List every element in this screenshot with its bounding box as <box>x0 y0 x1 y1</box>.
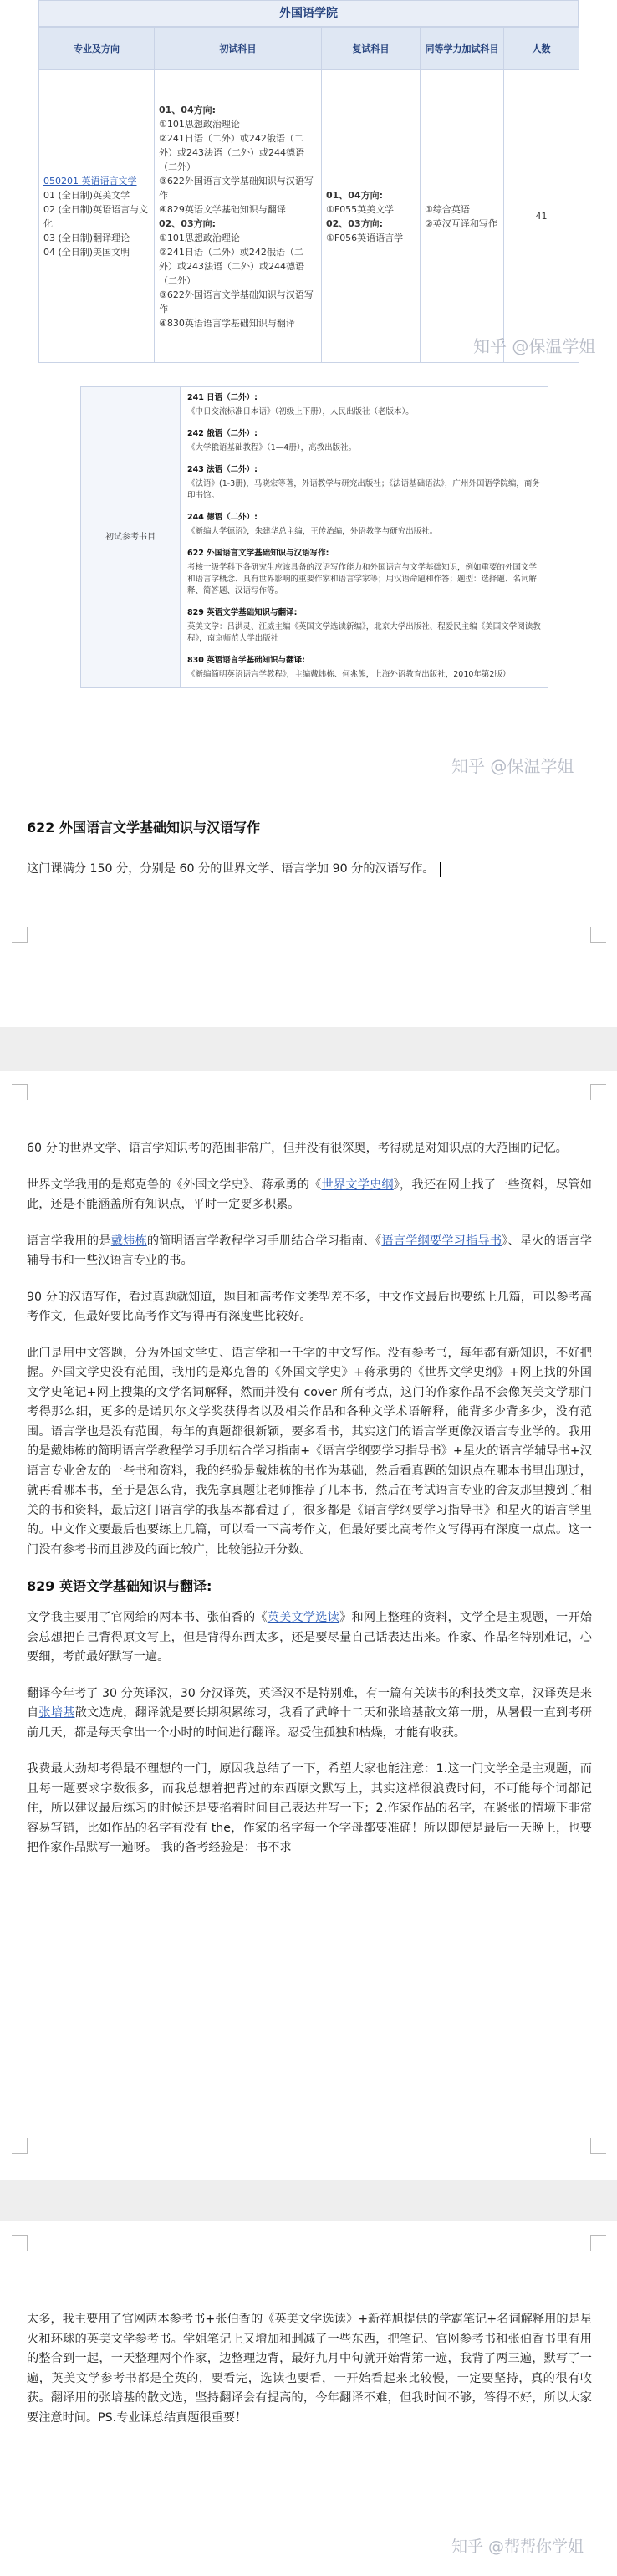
reference-grid <box>80 386 548 688</box>
paragraph: 文学我主要用了官网给的两本书、张伯香的《英美文学选读》和网上整理的资料，文学全是主观题，一开始会总想把自己背得原文写上，但是背得东西太多，还是要尽量自己话表达出来。作家、作品名特别难记，心要细，考前最好默写一遍。 <box>27 1611 592 1664</box>
header-retest-subjects: 复试科目 <box>322 28 421 70</box>
reference-text: 《新编简明英语语言学教程》，主编戴炜栋、何兆熊，上海外语教育出版社，2010年第2版） <box>187 670 511 679</box>
retest-subject-line: ①F056英语语言学 <box>326 232 404 243</box>
header-count: 人数 <box>504 28 579 70</box>
page-gap <box>0 2180 617 2221</box>
page-corner-mark <box>590 2138 606 2154</box>
page-corner-mark <box>590 927 606 943</box>
table-title: 外国语学院 <box>38 0 579 27</box>
count-cell: 41 <box>504 70 579 363</box>
paragraph: 太多，我主要用了官网两本参考书+张伯香的《英美文学选读》+新祥旭提供的学霸笔记+名词解释用的是星火和环球的英美文学参考书。学姐笔记上又增加和删减了一些东西，把笔记、官网参考书和张伯香书里有用的整合到一起，一天整理两个作家，边整理边背，最好九月中旬就开始背第一遍，我背了两三遍，默写了一遍，英美文学参考书都是全英的，要看完，选读也要看，一开始看起来比较慢，一定要坚持，真的很有收获。翻译用的张培基的散文选，坚持翻译会有提高的，今年翻译不难，但我时间不够，答得不好，所以大家要注意时间。PS.专业课总结真题很重要！ <box>27 2313 592 2425</box>
page-corner-mark <box>590 2235 606 2251</box>
paragraph: 翻译今年考了 30 分英译汉，30 分汉译英，英译汉不是特别难，有一篇有关读书的科技类文章，汉译英是来自张培基散文选虎，翻译就是要长期积累练习，我看了武峰十二天和张培基散文第一册，从暑假一直到考研前几天，都是每天拿出一个小时的时间进行翻译。忍受住孤独和枯燥，才能有收获。 <box>27 1686 592 1740</box>
reference-subject: 830 英语语言学基础知识与翻译: <box>187 656 305 665</box>
exam-subject-line: ①101思想政治理论 <box>159 232 240 243</box>
section-622 <box>27 818 592 897</box>
direction-item: 03 (全日制)翻译理论 <box>43 232 130 243</box>
extra-subject-line: ①综合英语 <box>425 203 470 215</box>
major-code-link[interactable]: 050201 英语语言文学 <box>43 175 137 187</box>
exam-subject-line: ②241日语（二外）或242俄语（二外）或243法语（二外）或244德语（二外） <box>159 132 304 172</box>
reference-text: 考核一级学科下各研究生应该具备的汉语写作能力和外国语言与文学基础知识，例如重要的外国文学和语言学概念、具有世界影响的重要作家和语言学家等；用汉语命题和作答；题型：选择题、名词解释、简答题、汉语写作等。 <box>187 563 538 595</box>
paragraph: 这门课满分 150 分，分别是 60 分的世界文学、语言学加 90 分的汉语写作。 <box>27 860 592 880</box>
reference-body <box>181 387 548 688</box>
watermark: 知乎 @保温学姐 <box>451 756 574 776</box>
text-link[interactable]: 戴炜栋 <box>110 1234 147 1248</box>
extra-subjects-cell <box>421 70 504 363</box>
page-corner-mark <box>590 1084 606 1100</box>
watermark: 知乎 @保温学姐 <box>473 336 596 356</box>
watermark: 知乎 @帮帮你学姐 <box>451 2538 584 2556</box>
section-page-3 <box>27 2310 592 2445</box>
paragraph: 90 分的汉语写作，看过真题就知道，题目和高考作文类型差不多，中文作文最后也要练上几篇，可以参考高考作文，但最好要比高考作文写得再有深度些比较好。 <box>27 1290 592 1323</box>
direction-item: 04 (全日制)美国文明 <box>43 246 130 258</box>
reference-subject: 829 英语文学基础知识与翻译: <box>187 608 298 617</box>
page-gap <box>0 1027 617 1071</box>
reference-block <box>187 392 541 418</box>
table-header-row <box>39 28 579 70</box>
reference-block <box>187 607 541 645</box>
exam-subject-line: ①101思想政治理论 <box>159 118 240 130</box>
reference-block <box>187 512 541 538</box>
exam-subject-line: ②241日语（二外）或242俄语（二外）或243法语（二外）或244德语（二外） <box>159 246 304 286</box>
paragraph: 语言学我用的是戴炜栋的简明语言学教程学习手册结合学习指南、《语言学纲要学习指导书》、星火的语言学辅导书和一些汉语言专业的书。 <box>27 1234 592 1267</box>
reference-subject: 241 日语（二外）: <box>187 393 258 402</box>
reference-block <box>187 655 541 681</box>
retest-subjects-cell <box>322 70 421 363</box>
text-cursor <box>440 862 441 877</box>
reference-table <box>80 386 548 688</box>
reference-text: 《法语》(1-3册)，马晓宏等著，外语教学与研究出版社；《法语基础语法》，广州外国语学院编，商务印书馆。 <box>187 479 540 500</box>
admissions-grid <box>38 27 579 363</box>
reference-text: 《中日交流标准日本语》（初级上下册），人民出版社（老版本）。 <box>187 407 414 417</box>
direction-item: 01 (全日制)英美文学 <box>43 189 130 201</box>
extra-subject-line: ②英汉互译和写作 <box>425 217 497 229</box>
section-heading: 829 英语文学基础知识与翻译: <box>27 1578 212 1594</box>
exam-subject-line: ③622外国语言文学基础知识与汉语写作 <box>159 175 314 201</box>
exam-subject-line: ③622外国语言文学基础知识与汉语写作 <box>159 289 314 314</box>
page-corner-mark <box>12 2138 28 2154</box>
exam-subject-line: 01、04方向: <box>159 104 217 115</box>
reference-subject: 242 俄语（二外）: <box>187 429 258 438</box>
page-corner-mark <box>12 927 28 943</box>
paragraph: 此门是用中文答题，分为外国文学史、语言学和一千字的中文写作。没有参考书，每年都有新知识，不好把握。外国文学史没有范围，我用的是郑克鲁的《外国文学史》+蒋承勇的《世界文学史纲》+网上找的外国文学史笔记+网上搜集的文学名词解释，然而并没有 cover 所有考点，这门的作家作品不会像英美文学那门考得那么细，更多的是诺贝尔文学奖获得者以及相关作品和各种文学术语解释，能背多少背多少，没有范围。语言学也是没有范围，每年的真题都很新颖，要多看书，其实这门的语言学更像汉语言专业学的。我用的是戴炜栋的简明语言学教程学习手册结合学习指南+《语言学纲要学习指导书》+星火的语言学辅导书+汉语言专业舍友的一些书和资料，我的经验是戴炜栋的书作为基础，然后看真题的知识点在哪本书里出现过，就再看哪本书，至于是怎么背，我先拿真题让老师推荐了几本书，然后在考试语言专业的舍友那里搜到了相关的书和资料，最后这门语言学的我基本都看过了，很多都是《语言学纲要学习指导书》和星火的语言学里的。中文作文要最后也要练上几篇，可以看一下高考作文，但最好要比高考作文写得再有深度一点点。这一门没有参考书而且涉及的面比较广，比较能拉开分数。 <box>27 1346 592 1556</box>
retest-subject-line: 02、03方向: <box>326 217 384 229</box>
paragraph: 世界文学我用的是郑克鲁的《外国文学史》、蒋承勇的《世界文学史纲》，我还在网上找了一些资料，尽管如此，还是不能涵盖所有知识点，平时一定要多积累。 <box>27 1178 592 1211</box>
header-exam-subjects: 初试科目 <box>155 28 322 70</box>
reference-text: 《大学俄语基础教程》（1—4册），高教出版社。 <box>187 443 357 452</box>
reference-subject: 622 外国语言文学基础知识与汉语写作: <box>187 549 329 558</box>
table-row <box>81 387 548 688</box>
table-row <box>39 70 579 363</box>
exam-subject-line: ④829英语文学基础知识与翻译 <box>159 203 286 215</box>
text-link[interactable]: 张培基 <box>38 1706 75 1720</box>
paragraph: 60 分的世界文学、语言学知识考的范围非常广，但并没有很深奥，考得就是对知识点的大范围的记忆。 <box>27 1142 568 1155</box>
text-link[interactable]: 语言学纲要学习指导书 <box>381 1234 502 1248</box>
exam-subjects-cell <box>155 70 322 363</box>
page-corner-mark <box>12 2235 28 2251</box>
major-cell <box>39 70 155 363</box>
reference-block <box>187 428 541 454</box>
section-heading: 622 外国语言文学基础知识与汉语写作 <box>27 820 260 836</box>
reference-subject: 243 法语（二外）: <box>187 465 258 474</box>
admissions-table <box>38 0 579 363</box>
reference-subject: 244 德语（二外）: <box>187 513 258 522</box>
exam-subject-line: 02、03方向: <box>159 217 217 229</box>
reference-label: 初试参考书目 <box>81 387 181 688</box>
reference-text: 英美文学：吕洪灵、汪威主编《英国文学选读新编》，北京大学出版社、程爱民主编《美国文学阅读教程》，南京师范大学出版社 <box>187 622 541 643</box>
text-link[interactable]: 世界文学史纲 <box>321 1178 394 1192</box>
header-major: 专业及方向 <box>39 28 155 70</box>
direction-item: 02 (全日制)英语语言与文化 <box>43 203 149 229</box>
exam-subject-line: ④830英语语言学基础知识与翻译 <box>159 317 295 329</box>
reference-text: 《新编大学德语》，朱建华总主编，王传治编，外语教学与研究出版社。 <box>187 527 438 536</box>
text-link[interactable]: 英美文学选读 <box>267 1611 340 1624</box>
paragraph: 我费最大劲却考得最不理想的一门，原因我总结了一下，希望大家也能注意：1.这一门文学全是主观题，而且每一题要求字数很多，而我总想着把背过的东西原文默写上，其实这样很浪费时间，不可能每个词都记住，所以建议最后练习的时候还是要掐着时间自己表达并写一下；2.作家作品的名字，在紧张的情境下非常容易写错，比如作品的名字有没有 the，作家的名字每一个字母都要准确！所以即使是最后一天晚上，也要把作家作品默写一遍呀。 我的备考经验是：书不求 <box>27 1762 592 1854</box>
reference-block <box>187 548 541 597</box>
reference-block <box>187 464 541 502</box>
page-corner-mark <box>12 1084 28 1100</box>
header-extra-subjects: 同等学力加试科目 <box>421 28 504 70</box>
retest-subject-line: ①F055英美文学 <box>326 203 395 215</box>
section-page-2 <box>27 1139 592 1875</box>
retest-subject-line: 01、04方向: <box>326 189 384 201</box>
